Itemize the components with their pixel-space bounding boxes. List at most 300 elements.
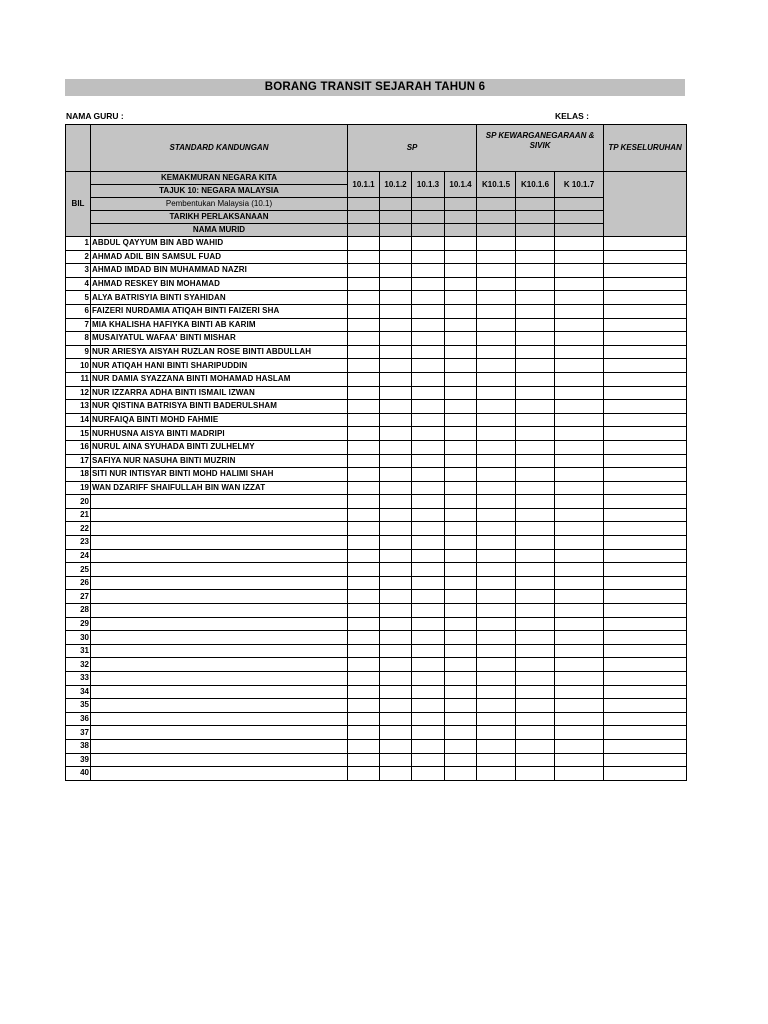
score-cell[interactable] [477, 672, 516, 686]
score-cell[interactable] [555, 332, 604, 346]
score-cell[interactable] [380, 658, 412, 672]
score-cell[interactable] [516, 522, 555, 536]
score-cell[interactable] [516, 617, 555, 631]
score-cell[interactable] [555, 563, 604, 577]
score-cell[interactable] [412, 332, 445, 346]
score-cell[interactable] [516, 576, 555, 590]
score-cell[interactable] [477, 604, 516, 618]
score-cell[interactable] [555, 264, 604, 278]
score-cell[interactable] [445, 712, 477, 726]
score-cell[interactable] [412, 318, 445, 332]
score-cell[interactable] [555, 318, 604, 332]
score-cell[interactable] [477, 712, 516, 726]
score-cell[interactable] [380, 617, 412, 631]
score-cell[interactable] [477, 753, 516, 767]
score-cell[interactable] [445, 590, 477, 604]
student-name[interactable] [91, 617, 348, 631]
score-cell[interactable] [477, 522, 516, 536]
score-cell[interactable] [516, 413, 555, 427]
score-cell[interactable] [348, 739, 380, 753]
score-cell[interactable] [412, 304, 445, 318]
score-cell[interactable] [445, 440, 477, 454]
score-cell[interactable] [477, 440, 516, 454]
score-cell[interactable] [555, 712, 604, 726]
score-cell[interactable] [445, 739, 477, 753]
score-cell[interactable] [555, 767, 604, 781]
score-cell[interactable] [516, 427, 555, 441]
score-cell[interactable] [477, 291, 516, 305]
student-name[interactable] [91, 699, 348, 713]
student-name[interactable] [91, 672, 348, 686]
score-cell[interactable] [412, 631, 445, 645]
score-cell[interactable] [555, 345, 604, 359]
score-cell[interactable] [412, 563, 445, 577]
score-cell[interactable] [348, 685, 380, 699]
score-cell[interactable] [477, 563, 516, 577]
score-cell[interactable] [555, 685, 604, 699]
score-cell[interactable] [516, 264, 555, 278]
score-cell[interactable] [412, 522, 445, 536]
tarikh-cell-7[interactable] [555, 211, 604, 224]
score-cell[interactable] [516, 699, 555, 713]
score-cell[interactable] [477, 359, 516, 373]
score-cell[interactable] [380, 264, 412, 278]
tp-keseluruhan-cell[interactable] [604, 277, 687, 291]
score-cell[interactable] [516, 549, 555, 563]
score-cell[interactable] [348, 590, 380, 604]
score-cell[interactable] [348, 712, 380, 726]
score-cell[interactable] [477, 332, 516, 346]
student-name[interactable]: ABDUL QAYYUM BIN ABD WAHID [91, 237, 348, 251]
score-cell[interactable] [555, 590, 604, 604]
score-cell[interactable] [348, 563, 380, 577]
score-cell[interactable] [477, 277, 516, 291]
score-cell[interactable] [445, 332, 477, 346]
student-name[interactable]: AHMAD RESKEY BIN MOHAMAD [91, 277, 348, 291]
score-cell[interactable] [412, 753, 445, 767]
score-cell[interactable] [380, 359, 412, 373]
student-name[interactable]: NUR QISTINA BATRISYA BINTI BADERULSHAM [91, 400, 348, 414]
tp-keseluruhan-cell[interactable] [604, 304, 687, 318]
score-cell[interactable] [412, 644, 445, 658]
student-name[interactable] [91, 739, 348, 753]
student-name[interactable] [91, 631, 348, 645]
score-cell[interactable] [348, 767, 380, 781]
student-name[interactable]: NURUL AINA SYUHADA BINTI ZULHELMY [91, 440, 348, 454]
score-cell[interactable] [412, 508, 445, 522]
student-name[interactable]: SITI NUR INTISYAR BINTI MOHD HALIMI SHAH [91, 468, 348, 482]
score-cell[interactable] [445, 427, 477, 441]
tarikh-cell-2[interactable] [380, 211, 412, 224]
score-cell[interactable] [555, 468, 604, 482]
score-cell[interactable] [445, 536, 477, 550]
score-cell[interactable] [445, 250, 477, 264]
score-cell[interactable] [348, 522, 380, 536]
score-cell[interactable] [555, 576, 604, 590]
tp-keseluruhan-cell[interactable] [604, 576, 687, 590]
tp-keseluruhan-cell[interactable] [604, 413, 687, 427]
score-cell[interactable] [516, 304, 555, 318]
score-cell[interactable] [555, 726, 604, 740]
score-cell[interactable] [348, 481, 380, 495]
score-cell[interactable] [555, 617, 604, 631]
score-cell[interactable] [516, 468, 555, 482]
score-cell[interactable] [555, 495, 604, 509]
score-cell[interactable] [445, 617, 477, 631]
student-name[interactable]: MIA KHALISHA HAFIYKA BINTI AB KARIM [91, 318, 348, 332]
tp-keseluruhan-cell[interactable] [604, 386, 687, 400]
score-cell[interactable] [516, 739, 555, 753]
score-cell[interactable] [477, 304, 516, 318]
tp-keseluruhan-cell[interactable] [604, 481, 687, 495]
score-cell[interactable] [477, 658, 516, 672]
score-cell[interactable] [516, 508, 555, 522]
tp-keseluruhan-cell[interactable] [604, 699, 687, 713]
score-cell[interactable] [380, 372, 412, 386]
score-cell[interactable] [412, 549, 445, 563]
tp-keseluruhan-cell[interactable] [604, 563, 687, 577]
student-name[interactable] [91, 658, 348, 672]
score-cell[interactable] [348, 332, 380, 346]
student-name[interactable] [91, 590, 348, 604]
tp-keseluruhan-cell[interactable] [604, 468, 687, 482]
score-cell[interactable] [412, 277, 445, 291]
score-cell[interactable] [380, 549, 412, 563]
score-cell[interactable] [412, 726, 445, 740]
score-cell[interactable] [445, 454, 477, 468]
score-cell[interactable] [380, 413, 412, 427]
score-cell[interactable] [348, 250, 380, 264]
score-cell[interactable] [412, 658, 445, 672]
score-cell[interactable] [348, 454, 380, 468]
score-cell[interactable] [412, 536, 445, 550]
score-cell[interactable] [555, 304, 604, 318]
score-cell[interactable] [477, 726, 516, 740]
tp-keseluruhan-cell[interactable] [604, 726, 687, 740]
tp-keseluruhan-cell[interactable] [604, 604, 687, 618]
score-cell[interactable] [412, 440, 445, 454]
score-cell[interactable] [555, 413, 604, 427]
student-name[interactable]: NUR ARIESYA AISYAH RUZLAN ROSE BINTI ABDULLAH [91, 345, 348, 359]
score-cell[interactable] [412, 454, 445, 468]
student-name[interactable]: FAIZERI NURDAMIA ATIQAH BINTI FAIZERI SHA [91, 304, 348, 318]
score-cell[interactable] [445, 644, 477, 658]
score-cell[interactable] [380, 304, 412, 318]
tp-keseluruhan-cell[interactable] [604, 250, 687, 264]
score-cell[interactable] [477, 685, 516, 699]
score-cell[interactable] [380, 522, 412, 536]
score-cell[interactable] [445, 508, 477, 522]
tarikh-cell-6[interactable] [516, 211, 555, 224]
score-cell[interactable] [348, 468, 380, 482]
tp-keseluruhan-cell[interactable] [604, 536, 687, 550]
tarikh-cell-4[interactable] [445, 211, 477, 224]
score-cell[interactable] [412, 685, 445, 699]
score-cell[interactable] [555, 454, 604, 468]
score-cell[interactable] [412, 576, 445, 590]
student-name[interactable]: WAN DZARIFF SHAIFULLAH BIN WAN IZZAT [91, 481, 348, 495]
student-name[interactable] [91, 576, 348, 590]
score-cell[interactable] [516, 644, 555, 658]
score-cell[interactable] [555, 508, 604, 522]
score-cell[interactable] [348, 631, 380, 645]
score-cell[interactable] [555, 604, 604, 618]
score-cell[interactable] [516, 277, 555, 291]
score-cell[interactable] [445, 318, 477, 332]
score-cell[interactable] [477, 372, 516, 386]
score-cell[interactable] [555, 440, 604, 454]
score-cell[interactable] [445, 685, 477, 699]
score-cell[interactable] [412, 264, 445, 278]
score-cell[interactable] [348, 576, 380, 590]
score-cell[interactable] [445, 672, 477, 686]
tp-keseluruhan-cell[interactable] [604, 237, 687, 251]
score-cell[interactable] [445, 400, 477, 414]
score-cell[interactable] [477, 617, 516, 631]
score-cell[interactable] [477, 495, 516, 509]
score-cell[interactable] [380, 685, 412, 699]
score-cell[interactable] [555, 522, 604, 536]
score-cell[interactable] [516, 454, 555, 468]
score-cell[interactable] [412, 699, 445, 713]
score-cell[interactable] [516, 726, 555, 740]
score-cell[interactable] [380, 576, 412, 590]
score-cell[interactable] [348, 318, 380, 332]
student-name[interactable]: NUR ATIQAH HANI BINTI SHARIPUDDIN [91, 359, 348, 373]
score-cell[interactable] [348, 495, 380, 509]
score-cell[interactable] [348, 359, 380, 373]
tp-keseluruhan-cell[interactable] [604, 522, 687, 536]
score-cell[interactable] [555, 753, 604, 767]
score-cell[interactable] [445, 413, 477, 427]
score-cell[interactable] [445, 495, 477, 509]
score-cell[interactable] [380, 495, 412, 509]
score-cell[interactable] [412, 427, 445, 441]
score-cell[interactable] [477, 576, 516, 590]
tp-keseluruhan-cell[interactable] [604, 372, 687, 386]
score-cell[interactable] [445, 291, 477, 305]
score-cell[interactable] [555, 277, 604, 291]
score-cell[interactable] [477, 386, 516, 400]
score-cell[interactable] [380, 386, 412, 400]
score-cell[interactable] [516, 481, 555, 495]
student-name[interactable] [91, 522, 348, 536]
score-cell[interactable] [348, 658, 380, 672]
student-name[interactable]: ALYA BATRISYIA BINTI SYAHIDAN [91, 291, 348, 305]
score-cell[interactable] [516, 495, 555, 509]
score-cell[interactable] [380, 767, 412, 781]
score-cell[interactable] [516, 672, 555, 686]
tp-keseluruhan-cell[interactable] [604, 427, 687, 441]
score-cell[interactable] [516, 658, 555, 672]
student-name[interactable]: SAFIYA NUR NASUHA BINTI MUZRIN [91, 454, 348, 468]
score-cell[interactable] [555, 427, 604, 441]
score-cell[interactable] [516, 767, 555, 781]
score-cell[interactable] [555, 291, 604, 305]
score-cell[interactable] [380, 590, 412, 604]
student-name[interactable]: AHMAD IMDAD BIN MUHAMMAD NAZRI [91, 264, 348, 278]
score-cell[interactable] [380, 536, 412, 550]
score-cell[interactable] [555, 549, 604, 563]
score-cell[interactable] [477, 644, 516, 658]
score-cell[interactable] [412, 712, 445, 726]
score-cell[interactable] [445, 631, 477, 645]
score-cell[interactable] [348, 264, 380, 278]
tp-keseluruhan-cell[interactable] [604, 549, 687, 563]
score-cell[interactable] [412, 386, 445, 400]
score-cell[interactable] [445, 753, 477, 767]
score-cell[interactable] [477, 536, 516, 550]
score-cell[interactable] [348, 644, 380, 658]
score-cell[interactable] [477, 631, 516, 645]
student-name[interactable]: NUR DAMIA SYAZZANA BINTI MOHAMAD HASLAM [91, 372, 348, 386]
score-cell[interactable] [380, 345, 412, 359]
score-cell[interactable] [555, 372, 604, 386]
tp-keseluruhan-cell[interactable] [604, 332, 687, 346]
tp-keseluruhan-cell[interactable] [604, 400, 687, 414]
score-cell[interactable] [380, 739, 412, 753]
score-cell[interactable] [348, 237, 380, 251]
score-cell[interactable] [412, 481, 445, 495]
score-cell[interactable] [477, 481, 516, 495]
score-cell[interactable] [477, 400, 516, 414]
score-cell[interactable] [555, 237, 604, 251]
score-cell[interactable] [555, 359, 604, 373]
score-cell[interactable] [477, 699, 516, 713]
score-cell[interactable] [555, 658, 604, 672]
student-name[interactable] [91, 753, 348, 767]
tp-keseluruhan-cell[interactable] [604, 631, 687, 645]
score-cell[interactable] [477, 468, 516, 482]
score-cell[interactable] [380, 726, 412, 740]
student-name[interactable] [91, 536, 348, 550]
score-cell[interactable] [516, 685, 555, 699]
tp-keseluruhan-cell[interactable] [604, 672, 687, 686]
score-cell[interactable] [412, 739, 445, 753]
student-name[interactable]: MUSAIYATUL WAFAA' BINTI MISHAR [91, 332, 348, 346]
score-cell[interactable] [348, 699, 380, 713]
score-cell[interactable] [348, 753, 380, 767]
tp-keseluruhan-cell[interactable] [604, 590, 687, 604]
student-name[interactable]: NURFAIQA BINTI MOHD FAHMIE [91, 413, 348, 427]
score-cell[interactable] [477, 590, 516, 604]
score-cell[interactable] [380, 332, 412, 346]
score-cell[interactable] [445, 359, 477, 373]
score-cell[interactable] [445, 237, 477, 251]
score-cell[interactable] [445, 304, 477, 318]
score-cell[interactable] [348, 726, 380, 740]
score-cell[interactable] [445, 726, 477, 740]
tp-keseluruhan-cell[interactable] [604, 712, 687, 726]
score-cell[interactable] [477, 549, 516, 563]
score-cell[interactable] [380, 699, 412, 713]
score-cell[interactable] [380, 712, 412, 726]
score-cell[interactable] [348, 400, 380, 414]
score-cell[interactable] [477, 237, 516, 251]
score-cell[interactable] [445, 604, 477, 618]
score-cell[interactable] [412, 359, 445, 373]
score-cell[interactable] [477, 739, 516, 753]
score-cell[interactable] [477, 250, 516, 264]
tp-keseluruhan-cell[interactable] [604, 508, 687, 522]
tp-keseluruhan-cell[interactable] [604, 644, 687, 658]
score-cell[interactable] [412, 767, 445, 781]
score-cell[interactable] [412, 372, 445, 386]
tp-keseluruhan-cell[interactable] [604, 495, 687, 509]
score-cell[interactable] [516, 359, 555, 373]
tp-keseluruhan-cell[interactable] [604, 359, 687, 373]
score-cell[interactable] [445, 658, 477, 672]
score-cell[interactable] [555, 400, 604, 414]
student-name[interactable] [91, 712, 348, 726]
score-cell[interactable] [445, 345, 477, 359]
student-name[interactable]: AHMAD ADIL BIN SAMSUL FUAD [91, 250, 348, 264]
score-cell[interactable] [445, 481, 477, 495]
score-cell[interactable] [412, 250, 445, 264]
score-cell[interactable] [516, 440, 555, 454]
score-cell[interactable] [348, 386, 380, 400]
student-name[interactable] [91, 726, 348, 740]
score-cell[interactable] [445, 549, 477, 563]
score-cell[interactable] [477, 767, 516, 781]
score-cell[interactable] [412, 495, 445, 509]
score-cell[interactable] [348, 508, 380, 522]
score-cell[interactable] [380, 318, 412, 332]
student-name[interactable] [91, 604, 348, 618]
score-cell[interactable] [555, 481, 604, 495]
score-cell[interactable] [555, 386, 604, 400]
score-cell[interactable] [516, 386, 555, 400]
score-cell[interactable] [516, 604, 555, 618]
score-cell[interactable] [555, 631, 604, 645]
score-cell[interactable] [516, 536, 555, 550]
score-cell[interactable] [412, 345, 445, 359]
score-cell[interactable] [516, 753, 555, 767]
score-cell[interactable] [477, 413, 516, 427]
tarikh-cell-5[interactable] [477, 211, 516, 224]
score-cell[interactable] [348, 277, 380, 291]
score-cell[interactable] [445, 767, 477, 781]
score-cell[interactable] [348, 372, 380, 386]
score-cell[interactable] [555, 672, 604, 686]
score-cell[interactable] [516, 712, 555, 726]
score-cell[interactable] [380, 481, 412, 495]
score-cell[interactable] [477, 427, 516, 441]
tp-keseluruhan-cell[interactable] [604, 617, 687, 631]
score-cell[interactable] [516, 318, 555, 332]
score-cell[interactable] [412, 617, 445, 631]
score-cell[interactable] [555, 250, 604, 264]
score-cell[interactable] [380, 631, 412, 645]
score-cell[interactable] [412, 604, 445, 618]
score-cell[interactable] [516, 250, 555, 264]
score-cell[interactable] [380, 427, 412, 441]
score-cell[interactable] [516, 563, 555, 577]
score-cell[interactable] [555, 739, 604, 753]
tp-keseluruhan-cell[interactable] [604, 291, 687, 305]
score-cell[interactable] [477, 318, 516, 332]
score-cell[interactable] [477, 264, 516, 278]
score-cell[interactable] [445, 522, 477, 536]
tp-keseluruhan-cell[interactable] [604, 345, 687, 359]
score-cell[interactable] [412, 672, 445, 686]
score-cell[interactable] [380, 400, 412, 414]
score-cell[interactable] [445, 468, 477, 482]
tp-keseluruhan-cell[interactable] [604, 318, 687, 332]
student-name[interactable] [91, 685, 348, 699]
score-cell[interactable] [380, 291, 412, 305]
score-cell[interactable] [445, 576, 477, 590]
